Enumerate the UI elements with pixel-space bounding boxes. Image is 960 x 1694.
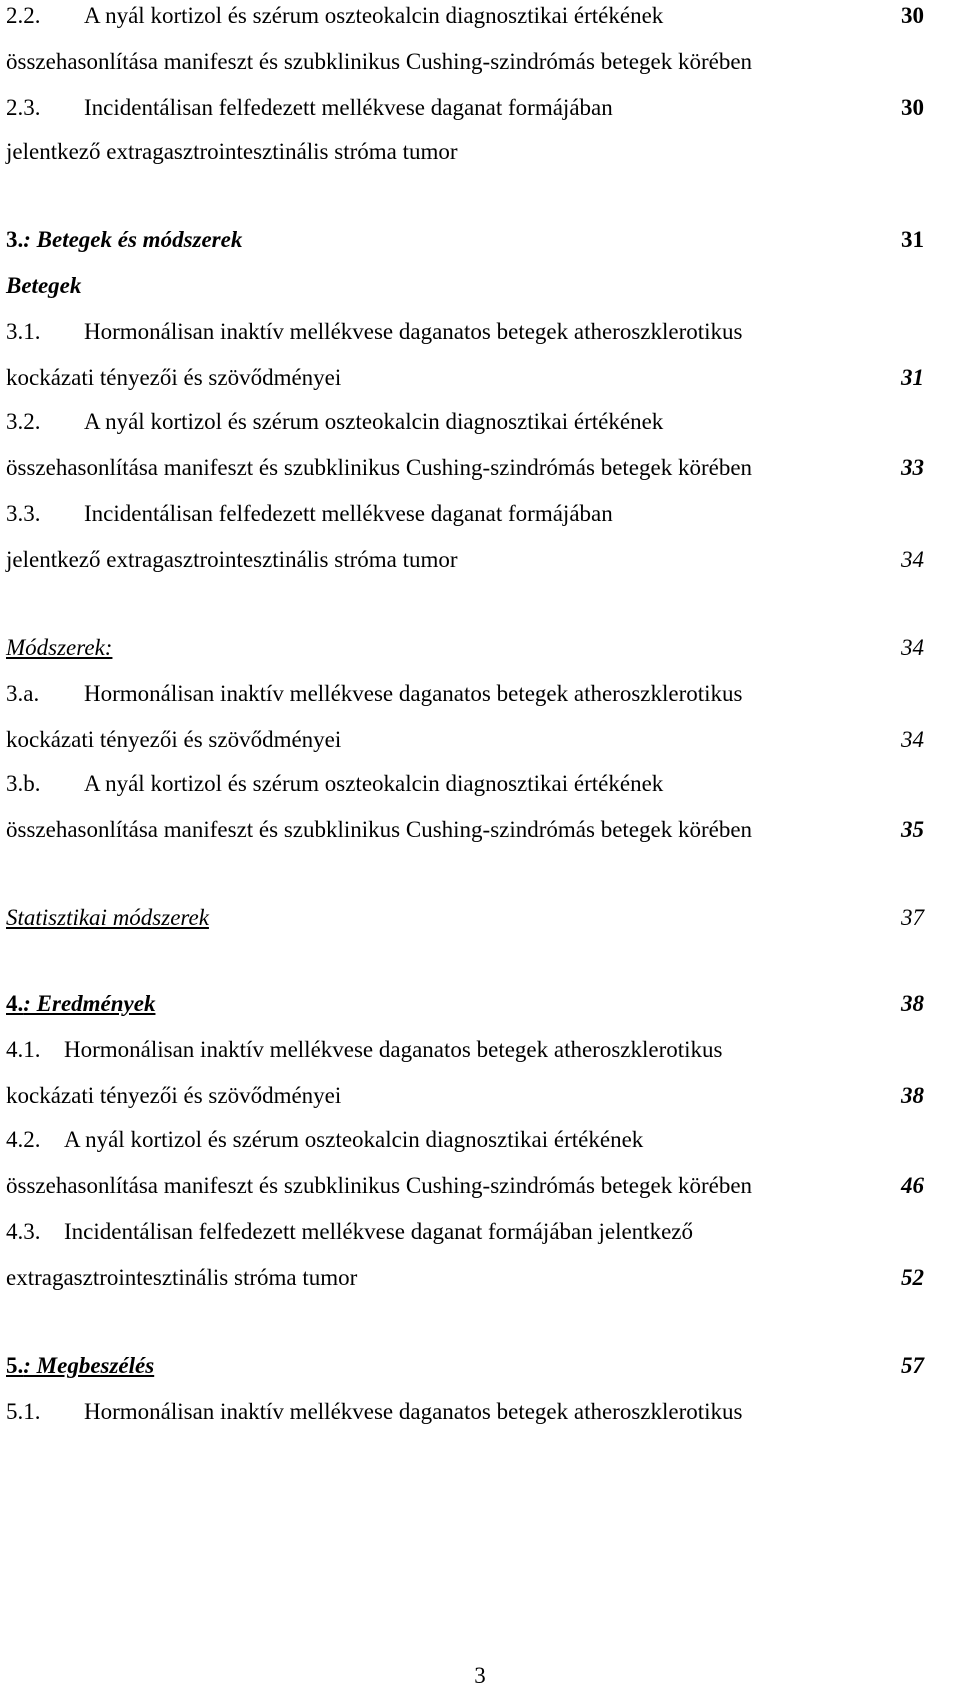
toc-title: Hormonálisan inaktív mellékvese daganatos betegek atheroszklerotikus: [84, 681, 743, 706]
toc-title: : Eredmények: [23, 991, 156, 1016]
toc-title: jelentkező extragasztrointesztinális stróma tumor: [6, 547, 458, 572]
toc-page-number: 31: [901, 365, 924, 390]
toc-number: 3.1.: [6, 319, 41, 344]
toc-number: 3.b.: [6, 771, 41, 796]
toc-number: 3.2.: [6, 409, 41, 434]
toc-title: A nyál kortizol és szérum oszteokalcin diagnosztikai értékének: [84, 409, 664, 434]
toc-entry-continuation: [6, 138, 924, 166]
toc-title: jelentkező extragasztrointesztinális stróma tumor: [6, 139, 458, 164]
toc-title: A nyál kortizol és szérum oszteokalcin diagnosztikai értékének: [84, 771, 664, 796]
toc-subheading-modszerek[interactable]: [6, 634, 924, 662]
toc-entry-3-b[interactable]: [6, 770, 924, 798]
toc-entry-continuation: [6, 48, 924, 76]
toc-page-number: 57: [901, 1353, 924, 1378]
toc-title: : Megbeszélés: [23, 1353, 155, 1378]
toc-title: kockázati tényezői és szövődményei: [6, 365, 342, 390]
toc-title: extragasztrointesztinális stróma tumor: [6, 1265, 358, 1290]
toc-entry-continuation: [6, 454, 924, 482]
toc-title: Betegek: [6, 273, 82, 298]
toc-entry-3-3[interactable]: [6, 500, 924, 528]
toc-number: 5.1.: [6, 1399, 41, 1424]
toc-title: : Betegek és módszerek: [23, 227, 243, 252]
toc-entry-3-2[interactable]: [6, 408, 924, 436]
toc-number: 2.2.: [6, 3, 41, 28]
toc-title: kockázati tényezői és szövődményei: [6, 1083, 342, 1108]
toc-title: Incidentálisan felfedezett mellékvese daganat formájában: [84, 501, 613, 526]
toc-title: Módszerek:: [6, 635, 113, 660]
toc-page-number: 34: [901, 635, 924, 660]
toc-title: A nyál kortizol és szérum oszteokalcin diagnosztikai értékének: [84, 3, 664, 28]
toc-number: 2.3.: [6, 95, 41, 120]
toc-page-number: 52: [901, 1265, 924, 1290]
toc-entry-continuation: [6, 1264, 924, 1292]
toc-title: összehasonlítása manifeszt és szubklinikus Cushing-szindrómás betegek körében: [6, 1173, 753, 1198]
toc-entry-2-3[interactable]: [6, 94, 924, 122]
toc-entry-continuation: [6, 816, 924, 844]
toc-number: 3.: [6, 227, 24, 252]
toc-entry-4-2[interactable]: [6, 1126, 924, 1154]
toc-entry-5-1[interactable]: [6, 1398, 924, 1426]
toc-page-number: 46: [901, 1173, 924, 1198]
toc-title: kockázati tényezői és szövődményei: [6, 727, 342, 752]
toc-page-number: 38: [901, 1083, 924, 1108]
toc-title: Statisztikai módszerek: [6, 905, 209, 930]
toc-title: Incidentálisan felfedezett mellékvese daganat formájában: [84, 95, 613, 120]
toc-number: 4.: [6, 991, 24, 1016]
toc-subheading-betegek[interactable]: [6, 272, 924, 300]
toc-heading-4[interactable]: [6, 990, 924, 1018]
toc-page-number: 34: [901, 727, 924, 752]
toc-title: Hormonálisan inaktív mellékvese daganatos betegek atheroszklerotikus: [64, 1037, 723, 1062]
toc-title: összehasonlítása manifeszt és szubklinikus Cushing-szindrómás betegek körében: [6, 455, 753, 480]
toc-subheading-statisztikai[interactable]: [6, 904, 924, 932]
toc-page-number: 38: [901, 991, 924, 1016]
toc-heading-5[interactable]: [6, 1352, 924, 1380]
toc-title: Hormonálisan inaktív mellékvese daganatos betegek atheroszklerotikus: [84, 1399, 743, 1424]
toc-title: Incidentálisan felfedezett mellékvese daganat formájában jelentkező: [64, 1219, 693, 1244]
toc-number: 4.1.: [6, 1037, 41, 1062]
toc-entry-4-1[interactable]: [6, 1036, 924, 1064]
toc-page-number: 34: [901, 547, 924, 572]
toc-entry-3-a[interactable]: [6, 680, 924, 708]
toc-entry-continuation: [6, 726, 924, 754]
toc-number: 3.a.: [6, 681, 40, 706]
toc-entry-continuation: [6, 546, 924, 574]
toc-page-number: 31: [901, 227, 924, 252]
toc-number: 4.2.: [6, 1127, 41, 1152]
toc-entry-3-1[interactable]: [6, 318, 924, 346]
toc-entry-2-2[interactable]: [6, 2, 924, 30]
toc-entry-continuation: [6, 364, 924, 392]
toc-page-number: 37: [901, 905, 924, 930]
toc-title: A nyál kortizol és szérum oszteokalcin diagnosztikai értékének: [64, 1127, 644, 1152]
toc-title: Hormonálisan inaktív mellékvese daganatos betegek atheroszklerotikus: [84, 319, 743, 344]
toc-number: 3.3.: [6, 501, 41, 526]
toc-entry-continuation: [6, 1082, 924, 1110]
toc-number: 4.3.: [6, 1219, 41, 1244]
toc-page-number: 30: [901, 95, 924, 120]
toc-title: összehasonlítása manifeszt és szubklinikus Cushing-szindrómás betegek körében: [6, 49, 753, 74]
page-number: 3: [474, 1663, 486, 1688]
toc-page-number: 30: [901, 3, 924, 28]
toc-entry-4-3[interactable]: [6, 1218, 924, 1246]
toc-title: összehasonlítása manifeszt és szubklinikus Cushing-szindrómás betegek körében: [6, 817, 753, 842]
toc-page-number: 33: [901, 455, 924, 480]
toc-number: 5.: [6, 1353, 24, 1378]
toc-entry-continuation: [6, 1172, 924, 1200]
toc-page-number: 35: [901, 817, 924, 842]
toc-heading-3[interactable]: [6, 226, 924, 254]
